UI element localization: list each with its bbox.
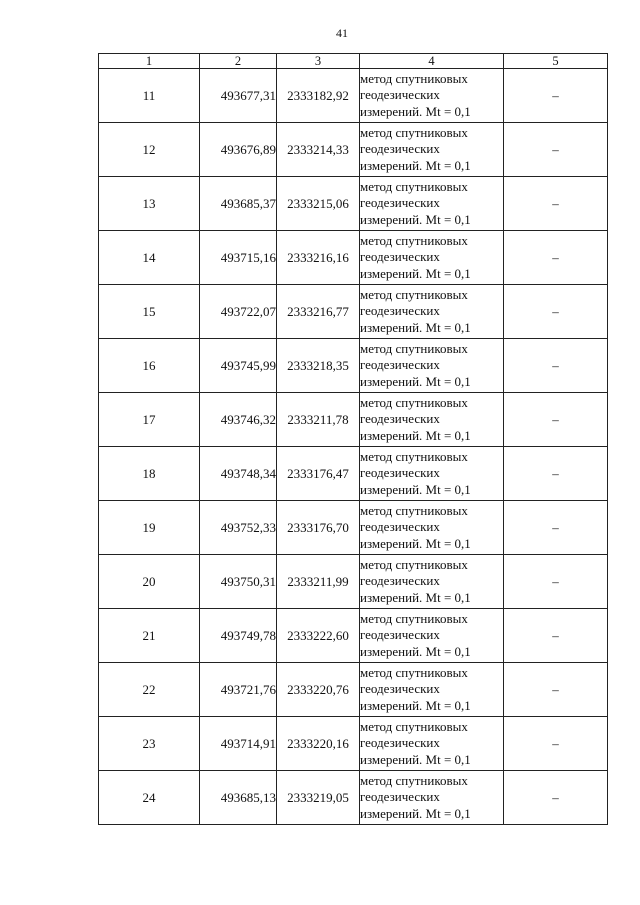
method-line: геодезических	[360, 303, 440, 319]
method-cell	[360, 285, 504, 339]
method-line: геодезических	[360, 573, 440, 589]
description-cell: –	[504, 663, 608, 717]
x-coordinate-cell: 493745,99	[200, 339, 277, 393]
x-coordinate-cell: 493722,07	[200, 285, 277, 339]
description-cell: –	[504, 177, 608, 231]
x-coordinate-cell: 493746,32	[200, 393, 277, 447]
table-row	[99, 177, 608, 231]
method-cell	[360, 447, 504, 501]
method-cell	[360, 555, 504, 609]
point-number-cell: 20	[99, 555, 200, 609]
method-cell	[360, 771, 504, 825]
x-coordinate-cell: 493685,37	[200, 177, 277, 231]
description-cell: –	[504, 231, 608, 285]
method-line: геодезических	[360, 249, 440, 265]
table-row	[99, 501, 608, 555]
y-coordinate-cell: 2333182,92	[277, 69, 360, 123]
method-line: геодезических	[360, 87, 440, 103]
x-coordinate-cell: 493685,13	[200, 771, 277, 825]
method-line: метод спутниковых	[360, 124, 468, 140]
method-cell	[360, 501, 504, 555]
description-cell: –	[504, 501, 608, 555]
point-number-cell: 17	[99, 393, 200, 447]
description-cell: –	[504, 285, 608, 339]
x-coordinate-cell: 493752,33	[200, 501, 277, 555]
point-number-cell: 24	[99, 771, 200, 825]
point-number-cell: 15	[99, 285, 200, 339]
y-coordinate-cell: 2333220,76	[277, 663, 360, 717]
method-line: геодезических	[360, 627, 440, 643]
method-line: метод спутниковых	[360, 502, 468, 518]
point-number-cell: 19	[99, 501, 200, 555]
x-coordinate-cell: 493750,31	[200, 555, 277, 609]
y-coordinate-cell: 2333211,78	[277, 393, 360, 447]
method-line: метод спутниковых	[360, 556, 468, 572]
description-cell: –	[504, 447, 608, 501]
x-coordinate-cell: 493676,89	[200, 123, 277, 177]
y-coordinate-cell: 2333176,70	[277, 501, 360, 555]
method-line: метод спутниковых	[360, 718, 468, 734]
header-col-5: 5	[504, 54, 608, 69]
y-coordinate-cell: 2333176,47	[277, 447, 360, 501]
y-coordinate-cell: 2333215,06	[277, 177, 360, 231]
method-line: метод спутниковых	[360, 610, 468, 626]
method-line: метод спутниковых	[360, 664, 468, 680]
method-line: геодезических	[360, 411, 440, 427]
header-col-1: 1	[99, 54, 200, 69]
y-coordinate-cell: 2333214,33	[277, 123, 360, 177]
method-line: измерений. Mt = 0,1	[360, 319, 471, 335]
method-cell	[360, 231, 504, 285]
coordinates-table	[98, 53, 608, 825]
method-line: геодезических	[360, 357, 440, 373]
table-row	[99, 555, 608, 609]
x-coordinate-cell: 493721,76	[200, 663, 277, 717]
y-coordinate-cell: 2333216,77	[277, 285, 360, 339]
method-line: метод спутниковых	[360, 394, 468, 410]
point-number-cell: 12	[99, 123, 200, 177]
method-line: метод спутниковых	[360, 178, 468, 194]
method-line: измерений. Mt = 0,1	[360, 481, 471, 497]
description-cell: –	[504, 555, 608, 609]
x-coordinate-cell: 493714,91	[200, 717, 277, 771]
method-line: геодезических	[360, 681, 440, 697]
description-cell: –	[504, 393, 608, 447]
y-coordinate-cell: 2333222,60	[277, 609, 360, 663]
point-number-cell: 22	[99, 663, 200, 717]
method-line: измерений. Mt = 0,1	[360, 211, 471, 227]
method-line: геодезических	[360, 465, 440, 481]
page-number: 41	[336, 26, 348, 40]
method-line: геодезических	[360, 519, 440, 535]
description-cell: –	[504, 339, 608, 393]
y-coordinate-cell: 2333220,16	[277, 717, 360, 771]
table-row	[99, 771, 608, 825]
method-line: измерений. Mt = 0,1	[360, 643, 471, 659]
y-coordinate-cell: 2333216,16	[277, 231, 360, 285]
point-number-cell: 16	[99, 339, 200, 393]
header-col-3: 3	[277, 54, 360, 69]
method-cell	[360, 393, 504, 447]
method-line: геодезических	[360, 735, 440, 751]
table-body	[99, 69, 608, 825]
header-col-2: 2	[200, 54, 277, 69]
method-line: измерений. Mt = 0,1	[360, 751, 471, 767]
method-cell	[360, 717, 504, 771]
table-row	[99, 663, 608, 717]
description-cell: –	[504, 69, 608, 123]
method-line: измерений. Mt = 0,1	[360, 157, 471, 173]
table-row	[99, 447, 608, 501]
y-coordinate-cell: 2333211,99	[277, 555, 360, 609]
method-line: измерений. Mt = 0,1	[360, 373, 471, 389]
method-cell	[360, 177, 504, 231]
method-line: метод спутниковых	[360, 70, 468, 86]
method-cell	[360, 339, 504, 393]
method-cell	[360, 69, 504, 123]
method-cell	[360, 609, 504, 663]
table-row	[99, 339, 608, 393]
point-number-cell: 23	[99, 717, 200, 771]
x-coordinate-cell: 493749,78	[200, 609, 277, 663]
x-coordinate-cell: 493677,31	[200, 69, 277, 123]
header-row	[99, 54, 608, 69]
method-cell	[360, 663, 504, 717]
method-line: измерений. Mt = 0,1	[360, 535, 471, 551]
description-cell: –	[504, 771, 608, 825]
point-number-cell: 14	[99, 231, 200, 285]
description-cell: –	[504, 609, 608, 663]
description-cell: –	[504, 717, 608, 771]
method-line: метод спутниковых	[360, 232, 468, 248]
method-line: метод спутниковых	[360, 286, 468, 302]
x-coordinate-cell: 493715,16	[200, 231, 277, 285]
method-line: измерений. Mt = 0,1	[360, 265, 471, 281]
method-line: измерений. Mt = 0,1	[360, 103, 471, 119]
point-number-cell: 11	[99, 69, 200, 123]
point-number-cell: 13	[99, 177, 200, 231]
table-row	[99, 231, 608, 285]
method-line: геодезических	[360, 789, 440, 805]
method-line: геодезических	[360, 195, 440, 211]
x-coordinate-cell: 493748,34	[200, 447, 277, 501]
point-number-cell: 21	[99, 609, 200, 663]
method-line: измерений. Mt = 0,1	[360, 697, 471, 713]
point-number-cell: 18	[99, 447, 200, 501]
y-coordinate-cell: 2333219,05	[277, 771, 360, 825]
table-row	[99, 123, 608, 177]
method-line: метод спутниковых	[360, 448, 468, 464]
method-cell	[360, 123, 504, 177]
table-row	[99, 609, 608, 663]
method-line: измерений. Mt = 0,1	[360, 427, 471, 443]
y-coordinate-cell: 2333218,35	[277, 339, 360, 393]
method-line: геодезических	[360, 141, 440, 157]
method-line: метод спутниковых	[360, 340, 468, 356]
table-row	[99, 717, 608, 771]
header-col-4: 4	[360, 54, 504, 69]
method-line: измерений. Mt = 0,1	[360, 805, 471, 821]
table-row	[99, 69, 608, 123]
table-row	[99, 285, 608, 339]
description-cell: –	[504, 123, 608, 177]
method-line: измерений. Mt = 0,1	[360, 589, 471, 605]
method-line: метод спутниковых	[360, 772, 468, 788]
table-row	[99, 393, 608, 447]
